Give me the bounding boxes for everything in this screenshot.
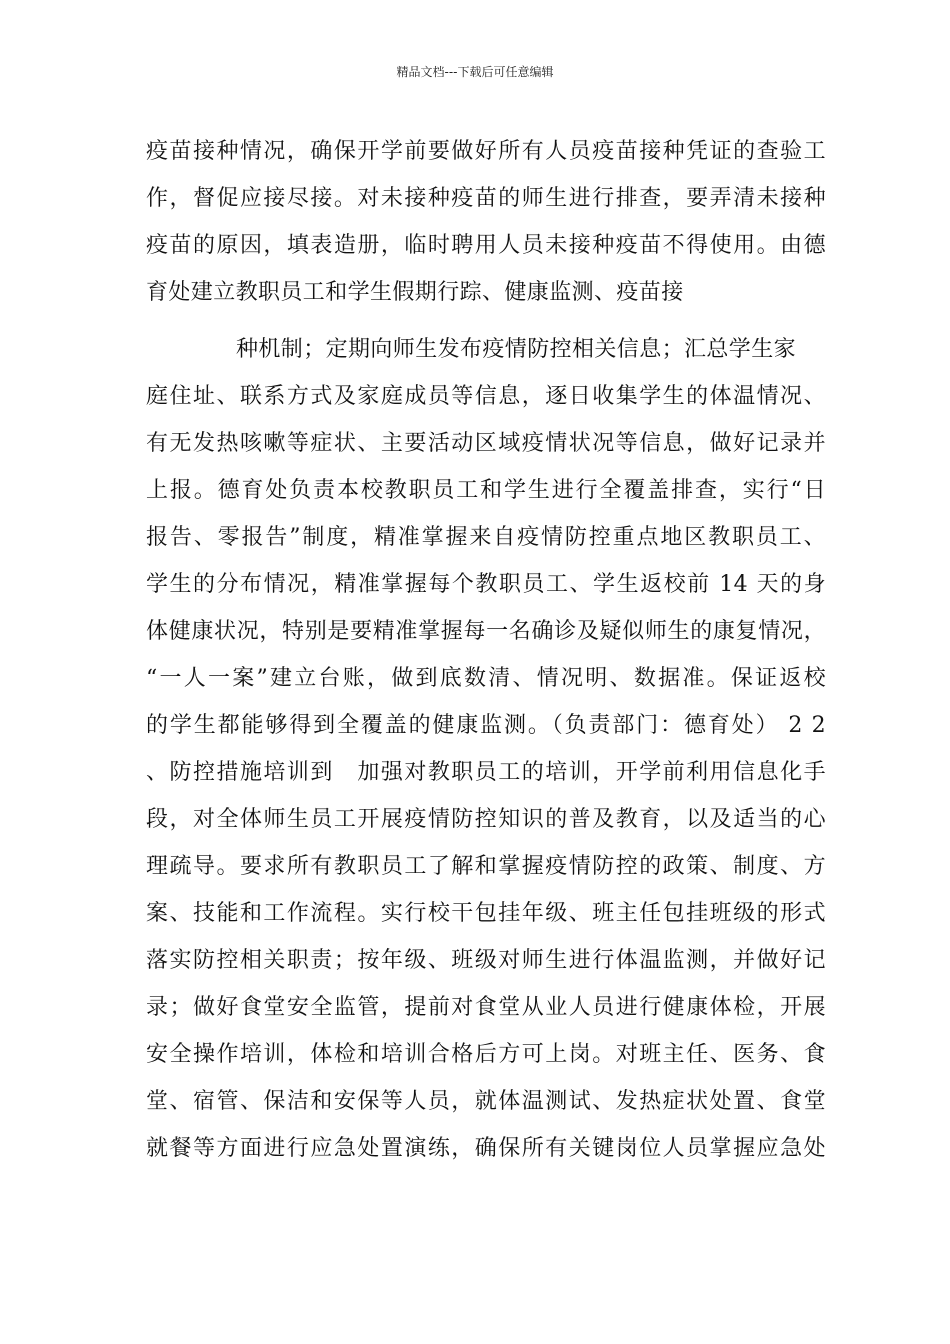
page-header: 精品文档---下载后可任意编辑 bbox=[396, 65, 554, 79]
text-line: 就餐等方面进行应急处置演练，确保所有关键岗位人员掌握应急处 bbox=[146, 1136, 826, 1161]
text-line: 种机制；定期向师生发布疫情防控相关信息；汇总学生家 bbox=[236, 337, 797, 362]
text-line: 疫苗的原因，填表造册，临时聘用人员未接种疫苗不得使用。由德 bbox=[146, 233, 826, 258]
text-line: 庭住址、联系方式及家庭成员等信息，逐日收集学生的体温情况、 bbox=[146, 384, 826, 409]
text-line: 案、技能和工作流程。实行校干包挂年级、班主任包挂班级的形式 bbox=[146, 901, 826, 926]
text-line: 学生的分布情况，精准掌握每个教职员工、学生返校前 14 天的身 bbox=[146, 572, 826, 597]
text-line: 育处建立教职员工和学生假期行踪、健康监测、疫苗接 bbox=[146, 280, 684, 305]
text-line: 段，对全体师生员工开展疫情防控知识的普及教育，以及适当的心 bbox=[146, 807, 826, 832]
text-line: 上报。德育处负责本校教职员工和学生进行全覆盖排查，实行“日 bbox=[146, 478, 826, 503]
text-line: 落实防控相关职责；按年级、班级对师生进行体温监测，并做好记 bbox=[146, 948, 826, 973]
text-line: “一人一案”建立台账，做到底数清、情况明、数据准。保证返校 bbox=[146, 666, 826, 691]
text-line: 体健康状况，特别是要精准掌握每一名确诊及疑似师生的康复情况， bbox=[146, 619, 826, 644]
text-line: 报告、零报告”制度，精准掌握来自疫情防控重点地区教职员工、 bbox=[146, 525, 826, 550]
text-line: 安全操作培训，体检和培训合格后方可上岗。对班主任、医务、食 bbox=[146, 1042, 826, 1067]
text-line: 堂、宿管、保洁和安保等人员，就体温测试、发热症状处置、食堂 bbox=[146, 1089, 826, 1114]
text-line: 、防控措施培训到 加强对教职员工的培训，开学前利用信息化手 bbox=[146, 760, 826, 785]
text-line: 疫苗接种情况，确保开学前要做好所有人员疫苗接种凭证的查验工 bbox=[146, 139, 826, 164]
text-line: 作，督促应接尽接。对未接种疫苗的师生进行排查，要弄清未接种 bbox=[146, 186, 826, 211]
text-line: 有无发热咳嗽等症状、主要活动区域疫情状况等信息，做好记录并 bbox=[146, 431, 826, 456]
text-line: 录；做好食堂安全监管，提前对食堂从业人员进行健康体检，开展 bbox=[146, 995, 826, 1020]
text-line: 的学生都能够得到全覆盖的健康监测。（负责部门：德育处） 2 2 bbox=[146, 713, 826, 738]
document-body bbox=[146, 128, 826, 1172]
text-line: 理疏导。要求所有教职员工了解和掌握疫情防控的政策、制度、方 bbox=[146, 854, 826, 879]
